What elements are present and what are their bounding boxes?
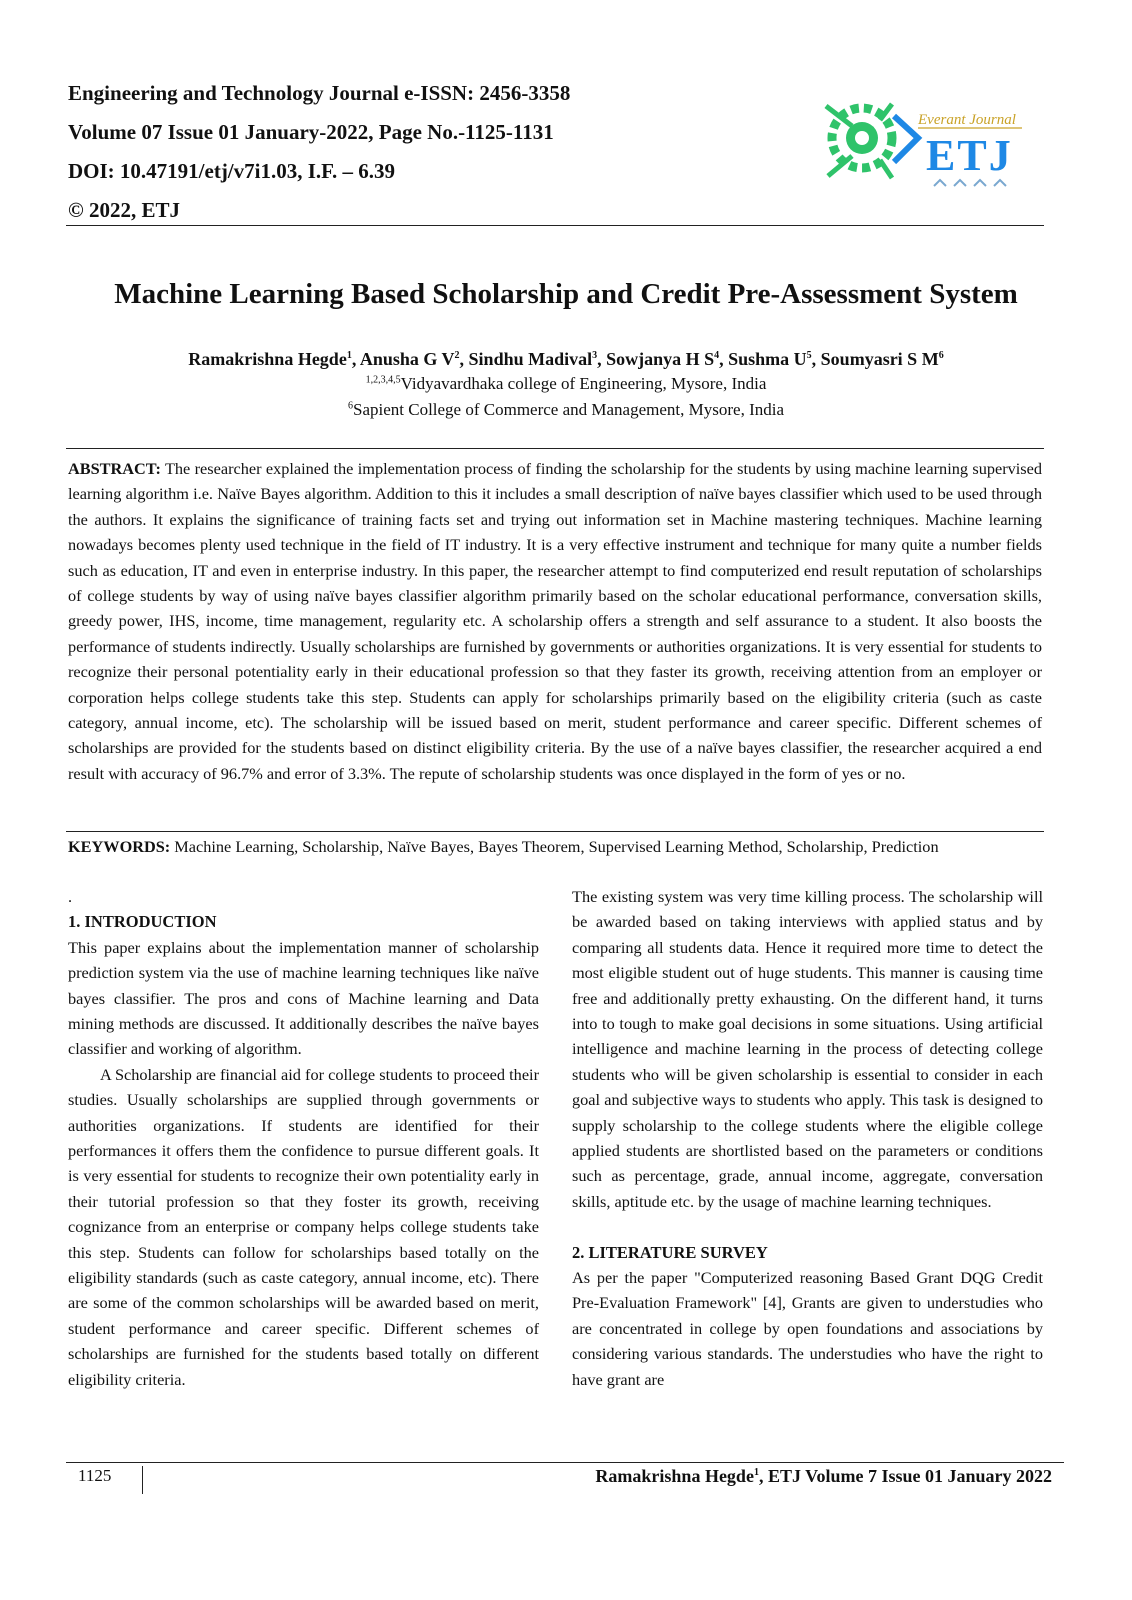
author-sup: 4 — [714, 350, 720, 361]
author-name: Anusha G V — [359, 349, 455, 369]
right-column — [572, 884, 1043, 1392]
author-name: Ramakrishna Hegde — [188, 349, 347, 369]
introduction-paragraph-2: A Scholarship are financial aid for college students to proceed their studies. Usually scholarships are supplied through governments or authorities organizations. If students are identified for their performances it offers them the confidence to pursue different goals. It is very essential for students to recognize their own potentiality early in their tutorial profession so that they foster its growth, receiving cognizance from an enterprise or company helps college students take this step. Students can follow for scholarships based totally on the eligibility standards (such as caste category, annual income, etc). There are some of the common scholarships will be awarded based on merit, student performance and career specific. Different schemes of scholarships are furnished for the students based totally on different eligibility criteria. — [68, 1064, 539, 1389]
abstract-top-rule — [66, 448, 1044, 449]
keywords-text: Machine Learning, Scholarship, Naïve Bayes, Bayes Theorem, Supervised Learning Method, Scholarship, Prediction — [170, 837, 939, 856]
author-name: Soumyasri S M — [820, 349, 939, 369]
affiliation-text: Sapient College of Commerce and Management, Mysore, India — [352, 400, 785, 419]
doi-impact-factor: DOI: 10.47191/etj/v7i1.03, I.F. – 6.39 — [68, 159, 396, 183]
author-name: Sowjanya H S — [606, 349, 715, 369]
keywords-label: KEYWORDS: — [68, 837, 171, 856]
logo-main-text: ETJ — [926, 131, 1013, 180]
journal-header — [68, 78, 768, 234]
affiliation-sup: 1,2,3,4,5 — [365, 374, 401, 386]
affiliation-text: Vidyavardhaka college of Engineering, Mysore, India — [400, 374, 767, 393]
abstract-label: ABSTRACT: — [68, 459, 161, 478]
page-number: 1125 — [78, 1466, 112, 1485]
abstract — [68, 456, 1042, 786]
footer-journal-info: , ETJ Volume 7 Issue 01 January 2022 — [758, 1466, 1052, 1486]
abstract-text: The researcher explained the implementation process of finding the scholarship for the students by using machine learning supervised learning algorithm i.e. Naïve Bayes algorithm. Addition to this it includes a small description of naïve bayes classifier which used to be used through the authors. It explains the significance of training facts set and trying out information set in Machine mastering techniques. Machine learning nowadays becomes plenty used technique in the field of IT industry. It is a very effective instrument and technique for many quite a number fields such as education, IT and even in enterprise industry. In this paper, the researcher attempt to find computerized end result reputation of scholarships of college students by way of using naïve bayes classifier algorithm primarily based on the scholar educational performance, conversation skills, greedy power, IHS, income, time management, regularity etc. A scholarship offers a strength and self assurance to a student. It also boosts the performance of students indirectly. Usually scholarships are furnished by governments or authorities organizations. It is very essential for students to recognize their personal potentiality early in their educational profession so that they faster its growth, receiving attention from an employer or corporation helps college students take this step. Students can apply for scholarships primarily based on the eligibility criteria (such as caste category, annual income, etc). The scholarship will be issued based on merit, student performance and career specific. Different schemes of scholarships are provided for the students based on distinct eligibility criteria. By the use of a naïve bayes classifier, the researcher acquired a end result with accuracy of 96.7% and error of 3.3%. The repute of scholarship students was once displayed in the form of yes or no. — [68, 459, 1042, 783]
author-list: Ramakrishna Hegde$^1$, Anusha G $V^2$, Sindhu Madival$^3$, Sowjanya H $S^4$, Sushma $U^5$, Soumyasri S $M^6$ — [188, 349, 944, 369]
left-column — [68, 884, 539, 1392]
literature-survey-heading: 2. LITERATURE SURVEY — [572, 1242, 768, 1262]
etj-logo-graphic — [822, 86, 1042, 198]
abstract-bottom-rule — [66, 831, 1044, 832]
journal-name-issn: Engineering and Technology Journal e-ISSN: 2456-3358 — [68, 81, 571, 105]
affiliation-sup: 6 — [347, 400, 353, 412]
logo-top-text: Everant Journal — [918, 112, 1016, 128]
running-footer — [595, 1466, 1052, 1487]
affiliation-2 — [40, 400, 1092, 420]
author-sup: 5 — [806, 350, 812, 361]
introduction-heading: 1. INTRODUCTION — [68, 912, 217, 932]
author-name: Sindhu Madival — [468, 349, 593, 369]
footer-rule — [66, 1462, 1064, 1463]
copyright: © 2022, ETJ — [68, 198, 180, 222]
header-rule — [66, 225, 1044, 226]
keywords — [68, 834, 1042, 859]
author-sup: 3 — [592, 350, 598, 361]
footer-author: Ramakrishna Hegde — [595, 1466, 754, 1486]
volume-issue-pages: Volume 07 Issue 01 January-2022, Page No.-1125-1131 — [68, 120, 554, 144]
introduction-paragraph-1: This paper explains about the implementation manner of scholarship prediction system via the use of machine learning techniques like naïve bayes classifier. The pros and cons of Machine learning and Data mining methods are discussed. It additionally describes the naïve bayes classifier and working of algorithm. — [68, 937, 539, 1059]
literature-survey-paragraph: As per the paper "Computerized reasoning Based Grant DQG Credit Pre-Evaluation Framework" [4], Grants are given to understudies who are concentrated in college by open foundations and associations by considering various standards. The understudies who have the right to have grant are — [572, 1268, 1043, 1389]
existing-system-paragraph: The existing system was very time killing process. The scholarship will be awarded based on taking interviews with applied status and by comparing all students data. Hence it required more time to detect the most eligible student out of huge students. This manner is causing time free and additionally pretty exhausting. On the different hand, it turns into to tough to make goal decisions in some situations. Using artificial intelligence and machine learning in the process of detecting college students who will be given scholarship is essential to consider in each goal and subjective ways to students who apply. This task is designed to supply scholarship to the college students where the eligible college applied students are shortlisted based on the parameters or conditions such as percentage, grade, annual income, aggregate, conversation skills, aptitude etc. by the usage of machine learning techniques. — [572, 887, 1043, 1211]
affiliation-1 — [40, 374, 1092, 394]
footer-author-sup: 1 — [753, 1467, 759, 1478]
author-sup: 2 — [454, 350, 460, 361]
author-sup: 6 — [938, 350, 944, 361]
paper-title: Machine Learning Based Scholarship and Credit Pre-Assessment System — [114, 278, 1018, 310]
etj-logo — [822, 86, 1042, 198]
author-name: Sushma U — [728, 349, 807, 369]
stray-dot: . — [68, 887, 73, 906]
author-sup: 1 — [346, 350, 352, 361]
footer-divider — [142, 1466, 143, 1494]
